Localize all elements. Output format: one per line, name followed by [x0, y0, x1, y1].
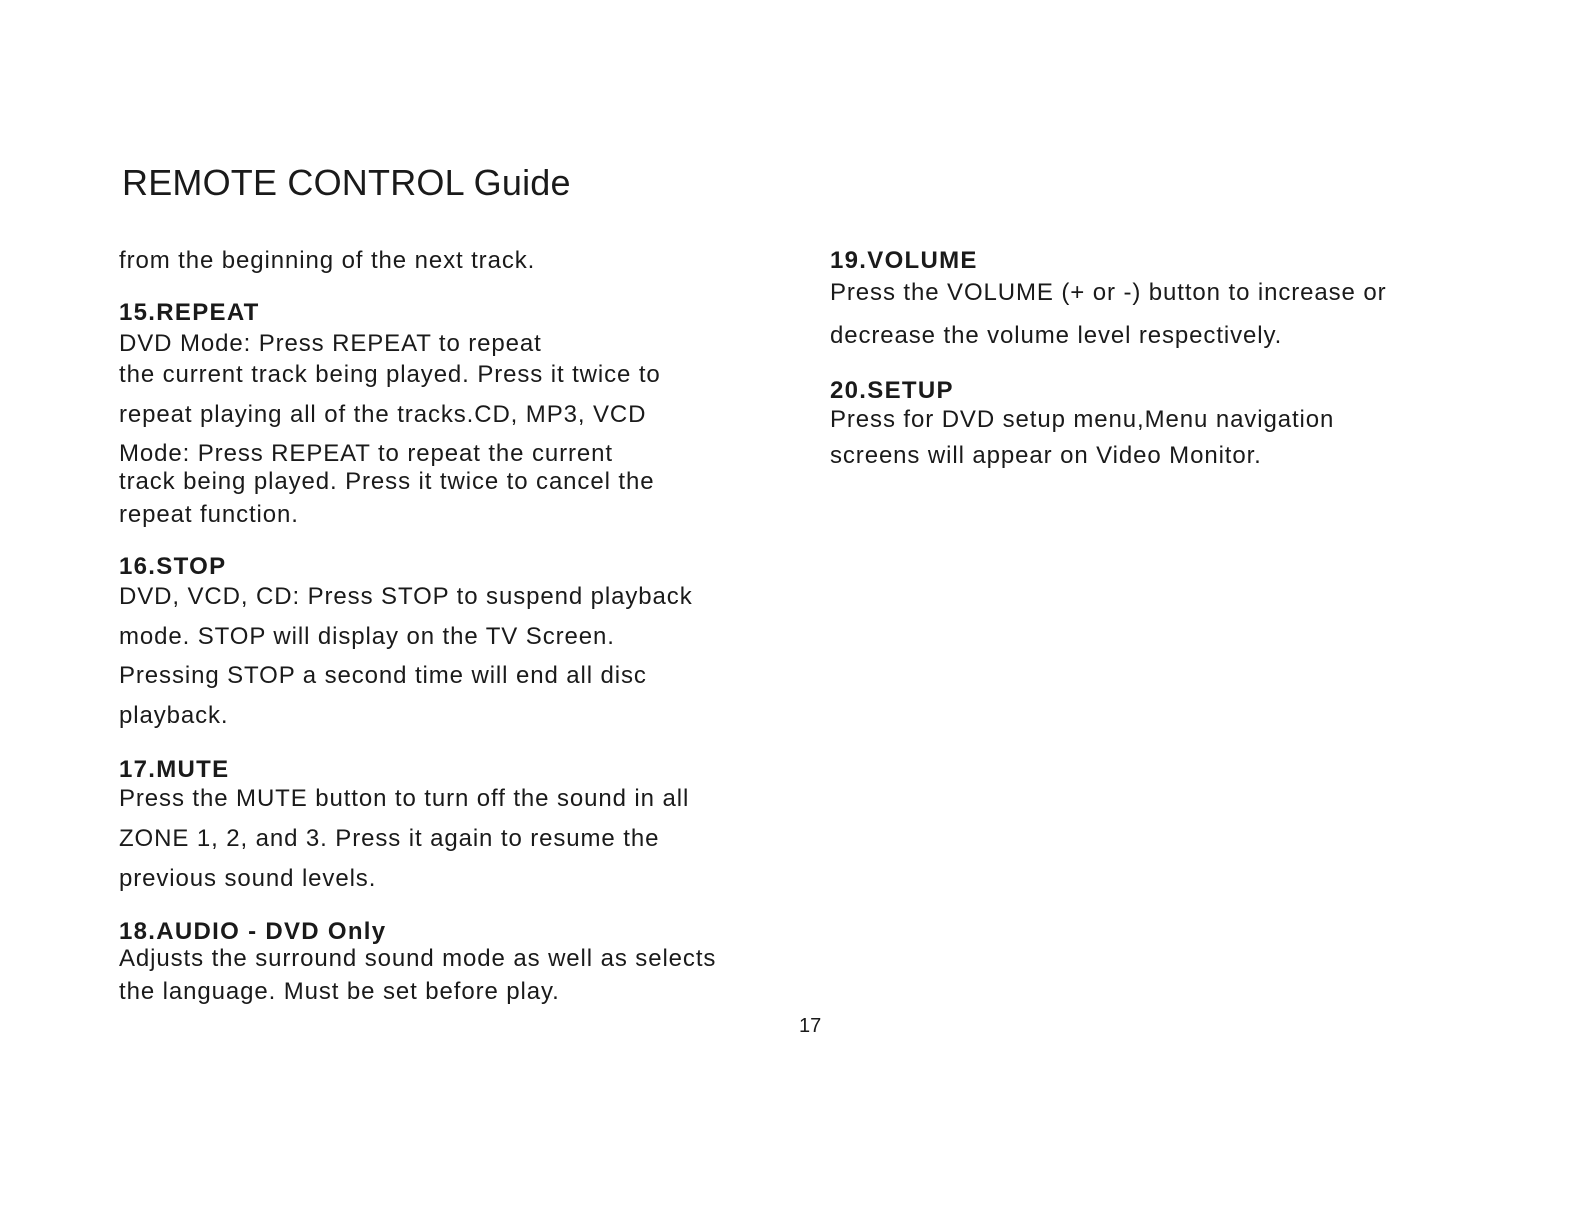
repeat-line: repeat playing all of the tracks.CD, MP3, VCD — [119, 401, 647, 428]
section-heading-setup: 20.SETUP — [830, 377, 954, 404]
continuation-text: from the beginning of the next track. — [119, 247, 536, 274]
repeat-line: the current track being played. Press it twice to — [119, 361, 661, 388]
mute-line: ZONE 1, 2, and 3. Press it again to resume the — [119, 825, 660, 852]
setup-line: Press for DVD setup menu,Menu navigation — [830, 406, 1335, 433]
section-heading-repeat: 15.REPEAT — [119, 299, 260, 326]
stop-line: mode. STOP will display on the TV Screen. — [119, 623, 615, 650]
page-title: REMOTE CONTROL Guide — [122, 162, 571, 203]
section-heading-audio: 18.AUDIO - DVD Only — [119, 918, 387, 945]
audio-line: Adjusts the surround sound mode as well as selects — [119, 945, 717, 972]
audio-line: the language. Must be set before play. — [119, 978, 560, 1005]
mute-line: Press the MUTE button to turn off the sound in all — [119, 785, 690, 812]
page-number: 17 — [799, 1015, 822, 1037]
repeat-line: repeat function. — [119, 501, 299, 528]
repeat-line: track being played. Press it twice to cancel the — [119, 468, 655, 495]
section-heading-volume: 19.VOLUME — [830, 247, 978, 274]
section-heading-mute: 17.MUTE — [119, 756, 230, 783]
stop-line: playback. — [119, 702, 229, 729]
repeat-line: DVD Mode: Press REPEAT to repeat — [119, 330, 542, 357]
repeat-line: Mode: Press REPEAT to repeat the current — [119, 440, 613, 467]
stop-line: DVD, VCD, CD: Press STOP to suspend playback — [119, 583, 693, 610]
mute-line: previous sound levels. — [119, 865, 377, 892]
setup-line: screens will appear on Video Monitor. — [830, 442, 1262, 469]
stop-line: Pressing STOP a second time will end all disc — [119, 662, 647, 689]
volume-line: Press the VOLUME (+ or -) button to increase or — [830, 279, 1387, 306]
section-heading-stop: 16.STOP — [119, 553, 227, 580]
volume-line: decrease the volume level respectively. — [830, 322, 1283, 349]
